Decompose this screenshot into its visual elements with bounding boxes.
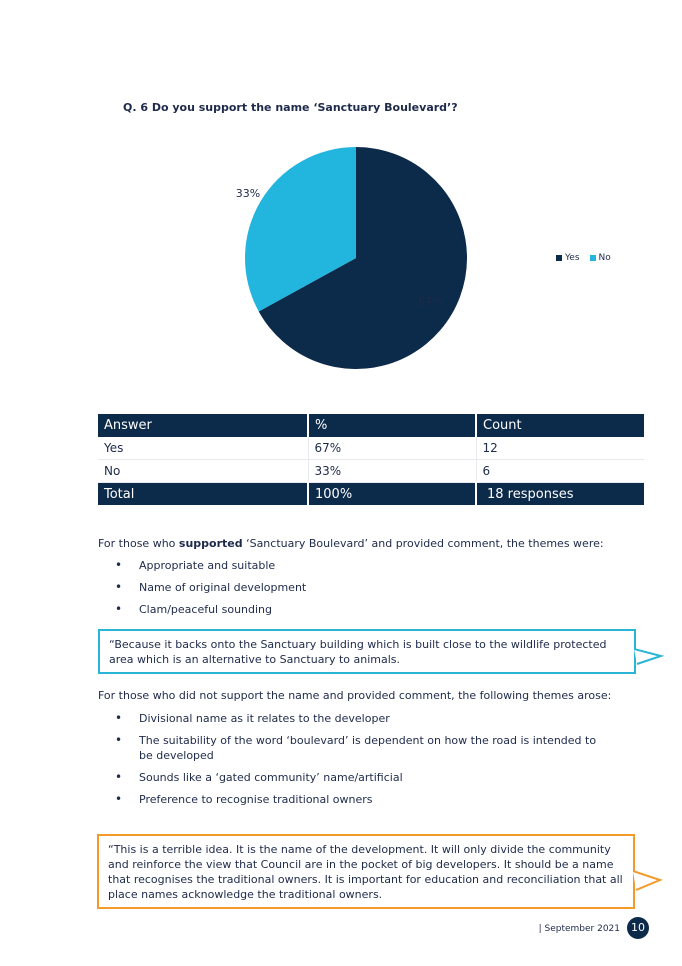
supported-intro <box>98 536 618 551</box>
header-count: Count <box>476 414 644 437</box>
supported-intro-bold: supported <box>178 537 243 550</box>
list-item: • Clam/peaceful sounding <box>112 602 602 617</box>
cell-count: 6 <box>476 460 644 483</box>
cell-percent: 67% <box>308 437 476 460</box>
quote-tail-orange <box>633 870 663 896</box>
pie-label-yes: 67% <box>418 295 443 309</box>
page-number: 10 <box>627 917 649 939</box>
total-percent: 100% <box>308 483 476 506</box>
cell-count: 12 <box>476 437 644 460</box>
quote-tail-blue <box>634 648 664 672</box>
table-total-row <box>98 483 644 506</box>
table-row <box>98 437 644 460</box>
legend-item-no <box>590 253 611 263</box>
header-answer: Answer <box>98 414 308 437</box>
not-supported-themes-list <box>112 711 602 814</box>
legend-swatch-yes <box>556 255 562 261</box>
list-item: • Preference to recognise traditional owners <box>112 792 602 807</box>
supported-intro-after: ‘Sanctuary Boulevard’ and provided comment, the themes were: <box>242 537 604 550</box>
pie-label-no: 33% <box>235 187 261 201</box>
question-title: Q. 6 Do you support the name ‘Sanctuary Boulevard’? <box>123 101 458 114</box>
supported-quote-box <box>98 629 636 674</box>
list-item: • Divisional name as it relates to the developer <box>112 711 602 726</box>
legend-swatch-no <box>590 255 596 261</box>
supported-intro-before: For those who <box>98 537 179 550</box>
supported-themes-list <box>112 558 602 624</box>
supported-quote-text: “Because it backs onto the Sanctuary building which is built close to the wildlife protected area which is an alternative to Sanctuary to animals. <box>109 638 607 666</box>
cell-answer: Yes <box>98 437 308 460</box>
list-item: • Name of original development <box>112 580 602 595</box>
total-label: Total <box>98 483 308 506</box>
header-percent: % <box>308 414 476 437</box>
total-count: 18 responses <box>476 483 644 506</box>
legend-label-no: No <box>598 253 611 263</box>
table-row <box>98 460 644 483</box>
cell-percent: 33% <box>308 460 476 483</box>
legend-label-yes: Yes <box>565 253 580 263</box>
not-supported-intro: For those who did not support the name and provided comment, the following themes arose: <box>98 689 612 702</box>
list-item: • The suitability of the word ‘boulevard’ is dependent on how the road is intended to be developed <box>112 733 602 763</box>
cell-answer: No <box>98 460 308 483</box>
legend-item-yes <box>556 253 580 263</box>
not-supported-quote-text: “This is a terrible idea. It is the name of the development. It will only divide the community and reinforce the view that Council are in the pocket of big developers. It should be a name that recognises the traditional owners. It is important for education and reconciliation that all place names acknowledge the traditional owners. <box>108 843 623 901</box>
list-item: • Appropriate and suitable <box>112 558 602 573</box>
pie-chart <box>0 0 682 400</box>
table-header-row <box>98 414 644 437</box>
footer-date: | September 2021 <box>538 924 620 934</box>
list-item: • Sounds like a ‘gated community’ name/artificial <box>112 770 602 785</box>
not-supported-quote-box <box>97 834 635 909</box>
chart-legend <box>556 253 611 263</box>
results-table <box>98 414 644 505</box>
